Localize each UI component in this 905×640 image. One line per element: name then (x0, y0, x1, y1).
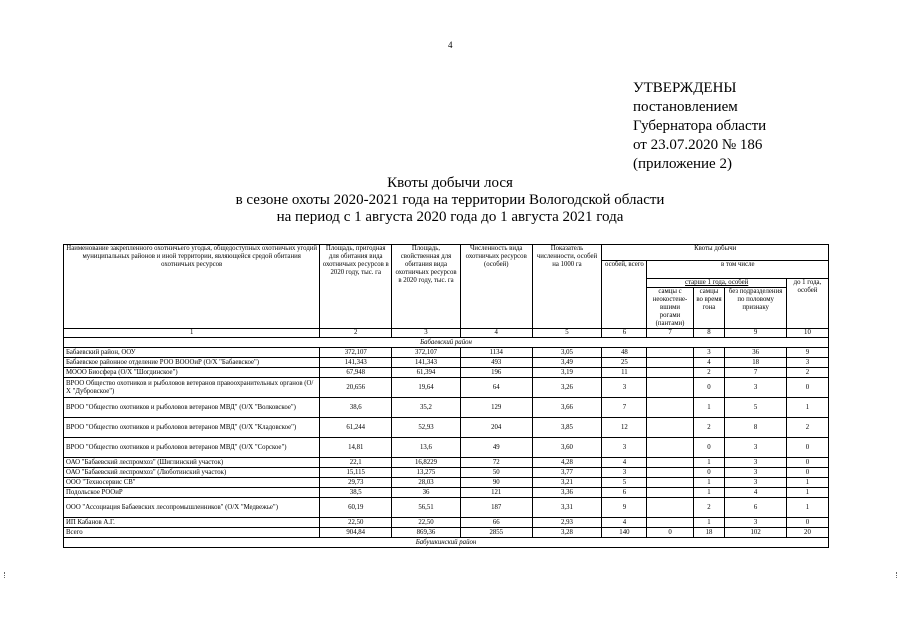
table-row (64, 438, 829, 458)
approval-line: (приложение 2) (633, 156, 732, 172)
table-cell-c9: 5 (725, 398, 787, 418)
total-cell: 0 (647, 528, 693, 538)
table-cell-c3: 13,6 (392, 438, 461, 458)
hunting-ground-name: ВРОО "Общество охотников и рыболовов ветеранов МВД" (О/Х "Кладовское") (64, 418, 320, 438)
header-total-individuals: особей, всего (602, 261, 647, 329)
hunting-ground-name: ВРОО "Общество охотников и рыболовов ветеранов МВД" (О/Х "Сорское") (64, 438, 320, 458)
table-cell-c6: 3 (602, 378, 647, 398)
table-cell-c4: 196 (460, 368, 532, 378)
table-cell-c5: 2,93 (532, 518, 602, 528)
district-row (64, 338, 829, 348)
table-cell-c5: 3,66 (532, 398, 602, 418)
table-cell-c10: 2 (786, 368, 828, 378)
table-cell-c8: 0 (693, 468, 725, 478)
header-name: Наименование закрепленного охотничьего угодья, общедоступных охотничьих угодий муниципальных районов и иной территории, являющейся средой обитания охотничьих ресурсов (64, 245, 320, 329)
approval-block (633, 79, 766, 174)
table-cell-c10: 2 (786, 418, 828, 438)
title-line: на период с 1 августа 2020 года до 1 августа 2021 года (276, 209, 624, 225)
table-cell-c9: 7 (725, 368, 787, 378)
header-no-sex-division: без подразделения по половому признаку (725, 288, 787, 329)
table-cell-c3: 52,93 (392, 418, 461, 438)
table-cell-c4: 493 (460, 358, 532, 368)
table-cell-c9: 3 (725, 468, 787, 478)
column-numbers-row (64, 329, 829, 338)
table-cell-c7 (647, 458, 693, 468)
table-row (64, 348, 829, 358)
total-cell: 2855 (460, 528, 532, 538)
table-cell-c2: 15,115 (320, 468, 392, 478)
hunting-ground-name: ООО "Техносервис СВ" (64, 478, 320, 488)
table-cell-c9: 6 (725, 498, 787, 518)
table-cell-c9: 3 (725, 378, 787, 398)
table-cell-c5: 3,19 (532, 368, 602, 378)
table-cell-c4: 50 (460, 468, 532, 478)
table-cell-c10: 0 (786, 378, 828, 398)
table-row (64, 398, 829, 418)
table-cell-c8: 2 (693, 498, 725, 518)
table-cell-c3: 22,50 (392, 518, 461, 528)
quota-table (63, 244, 829, 548)
table-cell-c5: 3,26 (532, 378, 602, 398)
table-cell-c4: 204 (460, 418, 532, 438)
table-row (64, 418, 829, 438)
table-cell-c10: 0 (786, 518, 828, 528)
total-row (64, 528, 829, 538)
table-cell-c6: 9 (602, 498, 647, 518)
table-cell-c5: 3,60 (532, 438, 602, 458)
total-cell: 20 (786, 528, 828, 538)
table-cell-c9: 3 (725, 458, 787, 468)
table-cell-c8: 2 (693, 368, 725, 378)
table-cell-c4: 187 (460, 498, 532, 518)
table-cell-c7 (647, 468, 693, 478)
title-line: Квоты добычи лося (387, 175, 513, 191)
table-cell-c3: 61,394 (392, 368, 461, 378)
column-number: 6 (602, 329, 647, 338)
table-cell-c9: 36 (725, 348, 787, 358)
table-cell-c10: 3 (786, 358, 828, 368)
table-cell-c4: 129 (460, 398, 532, 418)
table-cell-c4: 121 (460, 488, 532, 498)
table-cell-c3: 372,107 (392, 348, 461, 358)
table-row (64, 468, 829, 478)
table-cell-c8: 3 (693, 348, 725, 358)
table-cell-c8: 0 (693, 438, 725, 458)
total-label: Всего (64, 528, 320, 538)
table-cell-c8: 4 (693, 358, 725, 368)
table-cell-c7 (647, 368, 693, 378)
approval-line: Губернатора области (633, 118, 767, 134)
approval-line: постановлением (633, 99, 738, 115)
header-including: в том числе (647, 261, 829, 279)
table-cell-c7 (647, 498, 693, 518)
data-rows (64, 348, 829, 528)
table-row (64, 478, 829, 488)
table-cell-c7 (647, 378, 693, 398)
table-cell-c2: 141,343 (320, 358, 392, 368)
total-cell: 140 (602, 528, 647, 538)
column-number: 2 (320, 329, 392, 338)
table-row (64, 368, 829, 378)
table-cell-c10: 0 (786, 458, 828, 468)
table-cell-c5: 3,77 (532, 468, 602, 478)
column-number: 8 (693, 329, 725, 338)
table-cell-c4: 1134 (460, 348, 532, 358)
table-cell-c4: 72 (460, 458, 532, 468)
column-number: 9 (725, 329, 787, 338)
table-cell-c2: 67,948 (320, 368, 392, 378)
table-cell-c7 (647, 478, 693, 488)
table-cell-c6: 12 (602, 418, 647, 438)
table-cell-c7 (647, 518, 693, 528)
hunting-ground-name: ОАО "Бабаевский леспромхоз" (Люботинский участок) (64, 468, 320, 478)
hunting-ground-name: МООО Биосфера (О/Х "Шогдинское") (64, 368, 320, 378)
total-cell: 904,84 (320, 528, 392, 538)
table-cell-c2: 61,244 (320, 418, 392, 438)
table-cell-c4: 64 (460, 378, 532, 398)
column-number: 10 (786, 329, 828, 338)
table-cell-c6: 25 (602, 358, 647, 368)
header-area-suitable: Площадь, пригодная для обитания вида охотничьих ресурсов в 2020 году, тыс. га (320, 245, 392, 329)
total-cell: 869,36 (392, 528, 461, 538)
table-cell-c10: 1 (786, 498, 828, 518)
table-cell-c7 (647, 358, 693, 368)
hunting-ground-name: ВРОО Общество охотников и рыболовов ветеранов правоохранительных органов (О/Х "Дубровское") (64, 378, 320, 398)
table-cell-c6: 3 (602, 468, 647, 478)
header-quota: Квоты добычи (602, 245, 829, 261)
table-row (64, 518, 829, 528)
table-row (64, 378, 829, 398)
total-cell: 3,28 (532, 528, 602, 538)
table-cell-c3: 141,343 (392, 358, 461, 368)
table-cell-c3: 19,64 (392, 378, 461, 398)
table-cell-c5: 3,31 (532, 498, 602, 518)
district-name: Бабаевский район (64, 338, 829, 348)
table-cell-c10: 9 (786, 348, 828, 358)
table-cell-c8: 1 (693, 518, 725, 528)
table-cell-c8: 1 (693, 488, 725, 498)
header-under-1: до 1 года, особей (786, 279, 828, 329)
table-cell-c7 (647, 348, 693, 358)
header-males-rut: самцы во время гона (693, 288, 725, 329)
hunting-ground-name: Бабаевский район, ООУ (64, 348, 320, 358)
table-cell-c3: 28,03 (392, 478, 461, 488)
table-cell-c3: 35,2 (392, 398, 461, 418)
total-cell: 102 (725, 528, 787, 538)
total-cell: 18 (693, 528, 725, 538)
table-cell-c3: 16,8229 (392, 458, 461, 468)
table-cell-c5: 3,49 (532, 358, 602, 368)
table-cell-c2: 22,50 (320, 518, 392, 528)
table-cell-c5: 3,05 (532, 348, 602, 358)
table-row (64, 498, 829, 518)
column-number: 7 (647, 329, 693, 338)
header-males-antlers: самцы с неокостене-вшими рогами (пантами) (647, 288, 693, 329)
title-line: в сезоне охоты 2020-2021 года на территории Вологодской области (235, 192, 665, 208)
table-row (64, 358, 829, 368)
table-cell-c7 (647, 418, 693, 438)
document-title (160, 175, 740, 226)
table-cell-c10: 1 (786, 478, 828, 488)
approval-line: от 23.07.2020 № 186 (633, 137, 763, 153)
table-row (64, 488, 829, 498)
scan-edge-mark (4, 572, 7, 578)
table-cell-c7 (647, 488, 693, 498)
table-cell-c8: 0 (693, 378, 725, 398)
table-cell-c6: 48 (602, 348, 647, 358)
table-cell-c6: 7 (602, 398, 647, 418)
table-cell-c2: 372,107 (320, 348, 392, 358)
scan-edge-mark (896, 572, 899, 578)
table-cell-c5: 3,36 (532, 488, 602, 498)
hunting-ground-name: ИП Кабанов А.Г. (64, 518, 320, 528)
hunting-ground-name: ООО "Ассоциация Бабаевских лесопромышленников" (О/Х "Медвежье") (64, 498, 320, 518)
table-cell-c9: 18 (725, 358, 787, 368)
column-number: 3 (392, 329, 461, 338)
hunting-ground-name: Бабаевское районное отделение РОО ВОООиР (О/Х "Бабаевское") (64, 358, 320, 368)
hunting-ground-name: ВРОО "Общество охотников и рыболовов ветеранов МВД" (О/Х "Волковское") (64, 398, 320, 418)
table-cell-c5: 4,28 (532, 458, 602, 468)
table-cell-c7 (647, 438, 693, 458)
table-cell-c2: 14,81 (320, 438, 392, 458)
header-density: Показатель численности, особей на 1000 га (532, 245, 602, 329)
district-name: Бабушкинский район (64, 538, 829, 548)
table-cell-c5: 3,21 (532, 478, 602, 488)
column-number: 1 (64, 329, 320, 338)
table-cell-c5: 3,85 (532, 418, 602, 438)
table-cell-c9: 4 (725, 488, 787, 498)
table-cell-c2: 38,5 (320, 488, 392, 498)
table-cell-c6: 11 (602, 368, 647, 378)
table-cell-c10: 1 (786, 488, 828, 498)
approval-line: УТВЕРЖДЕНЫ (633, 80, 737, 96)
table-cell-c8: 1 (693, 398, 725, 418)
table-cell-c10: 0 (786, 438, 828, 458)
table-row (64, 458, 829, 468)
table-cell-c2: 38,6 (320, 398, 392, 418)
table-cell-c4: 66 (460, 518, 532, 528)
hunting-ground-name: Подольское РООиР (64, 488, 320, 498)
header-area-proper: Площадь, свойственная для обитания вида охотничьих ресурсов в 2020 году, тыс. га (392, 245, 461, 329)
column-number: 4 (460, 329, 532, 338)
header-population: Численность вида охотничьих ресурсов (особей) (460, 245, 532, 329)
table-cell-c3: 56,51 (392, 498, 461, 518)
header-older-than-1: старше 1 года, особей (647, 279, 786, 288)
table-cell-c9: 3 (725, 518, 787, 528)
table-cell-c8: 1 (693, 478, 725, 488)
column-number: 5 (532, 329, 602, 338)
table-cell-c9: 8 (725, 418, 787, 438)
table-cell-c7 (647, 398, 693, 418)
table-cell-c9: 3 (725, 478, 787, 488)
table-cell-c2: 20,656 (320, 378, 392, 398)
table-cell-c2: 60,19 (320, 498, 392, 518)
table-cell-c2: 29,73 (320, 478, 392, 488)
table-cell-c8: 2 (693, 418, 725, 438)
table-cell-c6: 4 (602, 458, 647, 468)
table-cell-c4: 90 (460, 478, 532, 488)
table-cell-c9: 3 (725, 438, 787, 458)
table-cell-c3: 36 (392, 488, 461, 498)
table-cell-c10: 0 (786, 468, 828, 478)
table-cell-c8: 1 (693, 458, 725, 468)
table-cell-c10: 1 (786, 398, 828, 418)
district-row (64, 538, 829, 548)
table-cell-c6: 4 (602, 518, 647, 528)
table-cell-c4: 49 (460, 438, 532, 458)
table-cell-c6: 6 (602, 488, 647, 498)
hunting-ground-name: ОАО "Бабаевский леспромхоз" (Шиглинский участок) (64, 458, 320, 468)
page-number: 4 (448, 40, 453, 50)
table-cell-c2: 22,1 (320, 458, 392, 468)
table-cell-c6: 3 (602, 438, 647, 458)
table-cell-c6: 5 (602, 478, 647, 488)
table-cell-c3: 13,275 (392, 468, 461, 478)
